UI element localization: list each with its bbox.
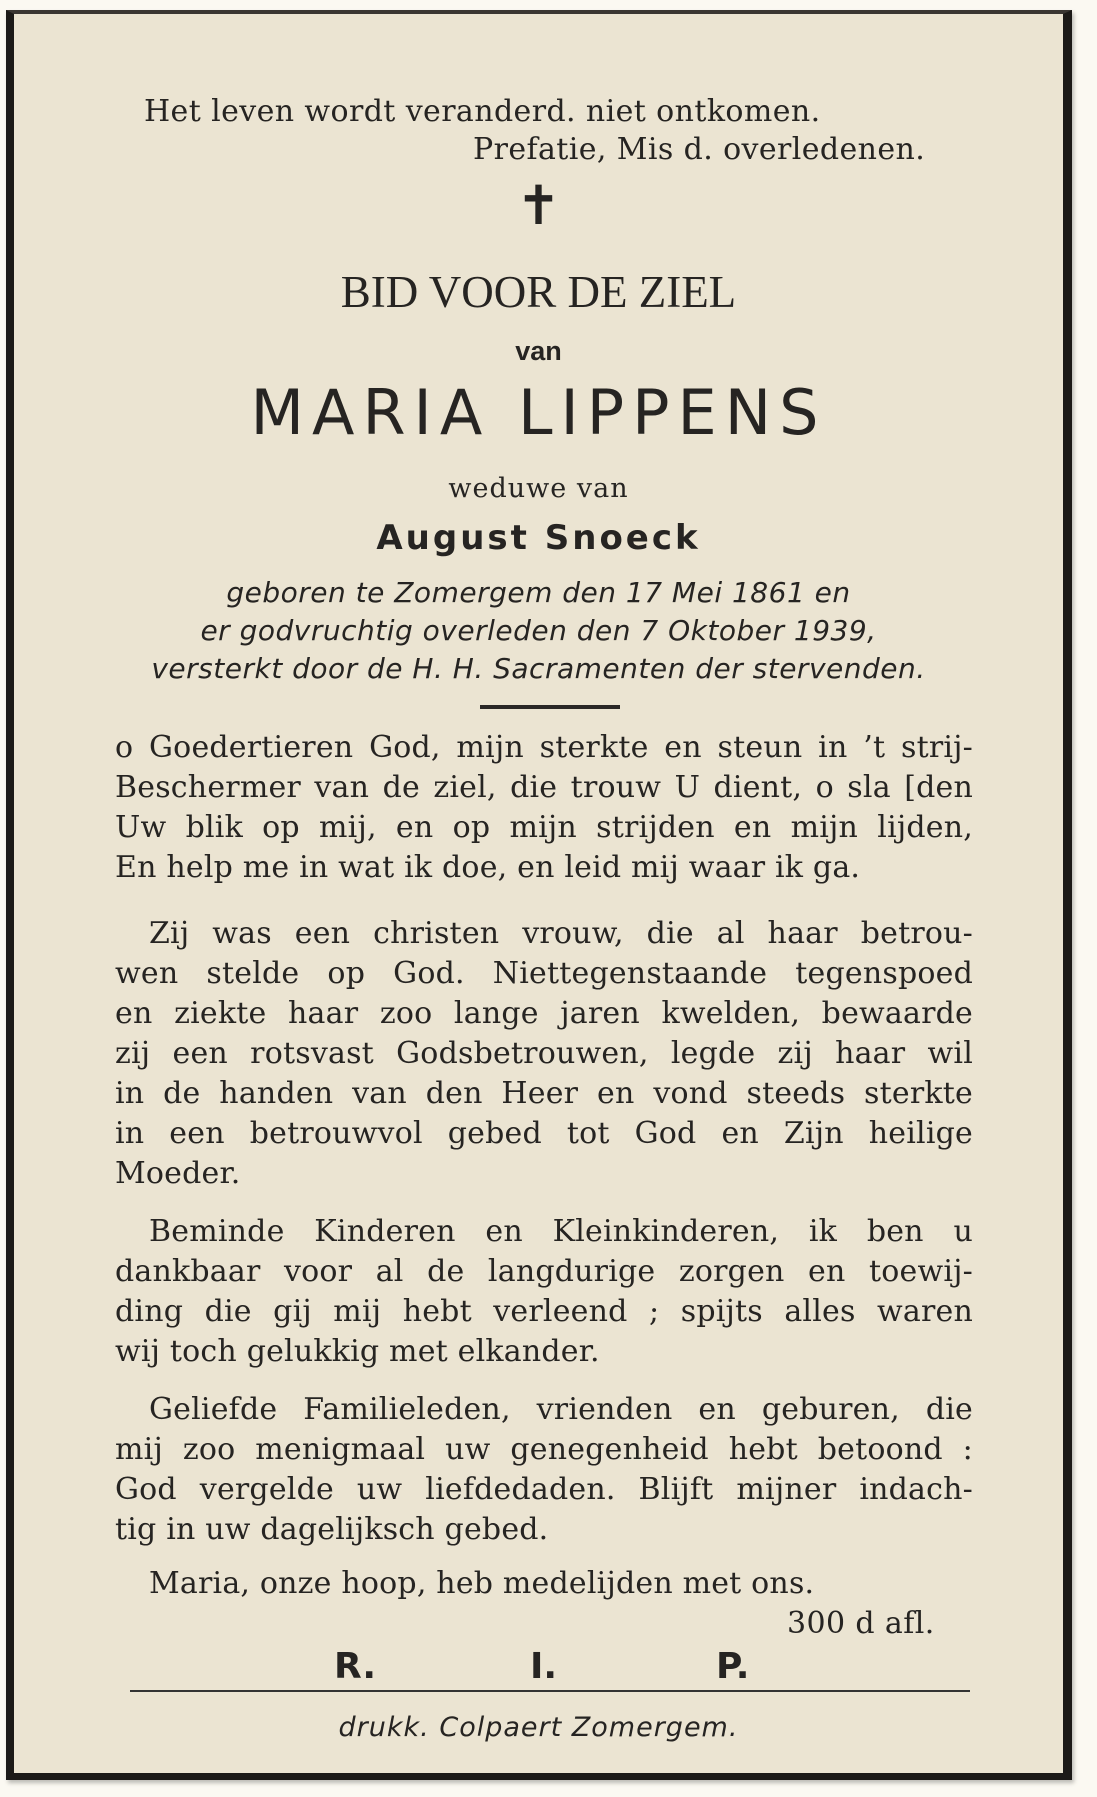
hymn-line: Beschermer van de ziel, die trouw U dient, o sla [den xyxy=(115,770,973,805)
bio-line: geboren te Zomergem den 17 Mei 1861 en xyxy=(226,576,851,609)
indulgence-note: 300 d afl. xyxy=(787,1606,935,1641)
hymn-line: o Goedertieren God, mijn sterkte en steun in ’t strij- xyxy=(115,730,973,765)
epigraph-quote: Het leven wordt veranderd. niet ontkomen. xyxy=(144,94,821,129)
bio-line: versterkt door de H. H. Sacramenten der stervenden. xyxy=(151,652,926,685)
printer-credit: drukk. Colpaert Zomergem. xyxy=(338,1712,739,1743)
memorial-card xyxy=(6,10,1072,1780)
paragraph-line: Geliefde Familieleden, vrienden en geburen, die xyxy=(149,1392,973,1427)
rip-letter: I. xyxy=(530,1646,558,1687)
paragraph-line: wen stelde op God. Niettegenstaande tegenspoed xyxy=(115,956,973,991)
paragraph-line: God vergelde uw liefdedaden. Blijft mijner indach- xyxy=(115,1472,973,1507)
paragraph-line: Beminde Kinderen en Kleinkinderen, ik ben u xyxy=(149,1214,973,1249)
paragraph-line: Moeder. xyxy=(115,1156,241,1191)
widow-of-label: weduwe van xyxy=(448,473,629,504)
paragraph-line: in een betrouwvol gebed tot God en Zijn heilige xyxy=(115,1116,973,1151)
hymn-line: Uw blik op mij, en op mijn strijden en mijn lijden, xyxy=(115,810,973,845)
closing-prayer: Maria, onze hoop, heb medelijden met ons. xyxy=(149,1566,815,1601)
paragraph-line: mij zoo menigmaal uw genegenheid hebt betoond : xyxy=(115,1432,973,1467)
epigraph-source: Prefatie, Mis d. overledenen. xyxy=(473,132,926,167)
paragraph-line: zij een rotsvast Godsbetrouwen, legde zij haar wil xyxy=(115,1036,973,1071)
paragraph-line: ding die gij mij hebt verleend ; spijts alles waren xyxy=(115,1294,973,1329)
rip-letter: R. xyxy=(334,1646,377,1687)
paragraph-line: in de handen van den Heer en vond steeds sterkte xyxy=(115,1076,973,1111)
paragraph-line: Zij was een christen vrouw, die al haar betrou- xyxy=(149,916,973,951)
divider xyxy=(480,705,620,709)
bio-line: er godvruchtig overleden den 7 Oktober 1939, xyxy=(200,614,877,647)
spouse-name: August Snoeck xyxy=(376,518,701,558)
rip-letter: P. xyxy=(716,1646,750,1687)
paragraph-line: wij toch gelukkig met elkander. xyxy=(115,1334,600,1369)
cross-icon: ✝ xyxy=(515,174,562,237)
paragraph-line: tig in uw dagelijksch gebed. xyxy=(115,1512,549,1547)
paragraph-line: en ziekte haar zoo lange jaren kwelden, bewaarde xyxy=(115,996,973,1031)
van-label: van xyxy=(515,336,562,366)
deceased-name: MARIA LIPPENS xyxy=(250,376,827,449)
paragraph-line: dankbaar voor al de langdurige zorgen en toewij- xyxy=(115,1254,973,1289)
hymn-line: En help me in wat ik doe, en leid mij waar ik ga. xyxy=(115,850,861,885)
prayer-heading: BID VOOR DE ZIEL xyxy=(340,267,737,317)
bottom-divider xyxy=(130,1690,970,1692)
